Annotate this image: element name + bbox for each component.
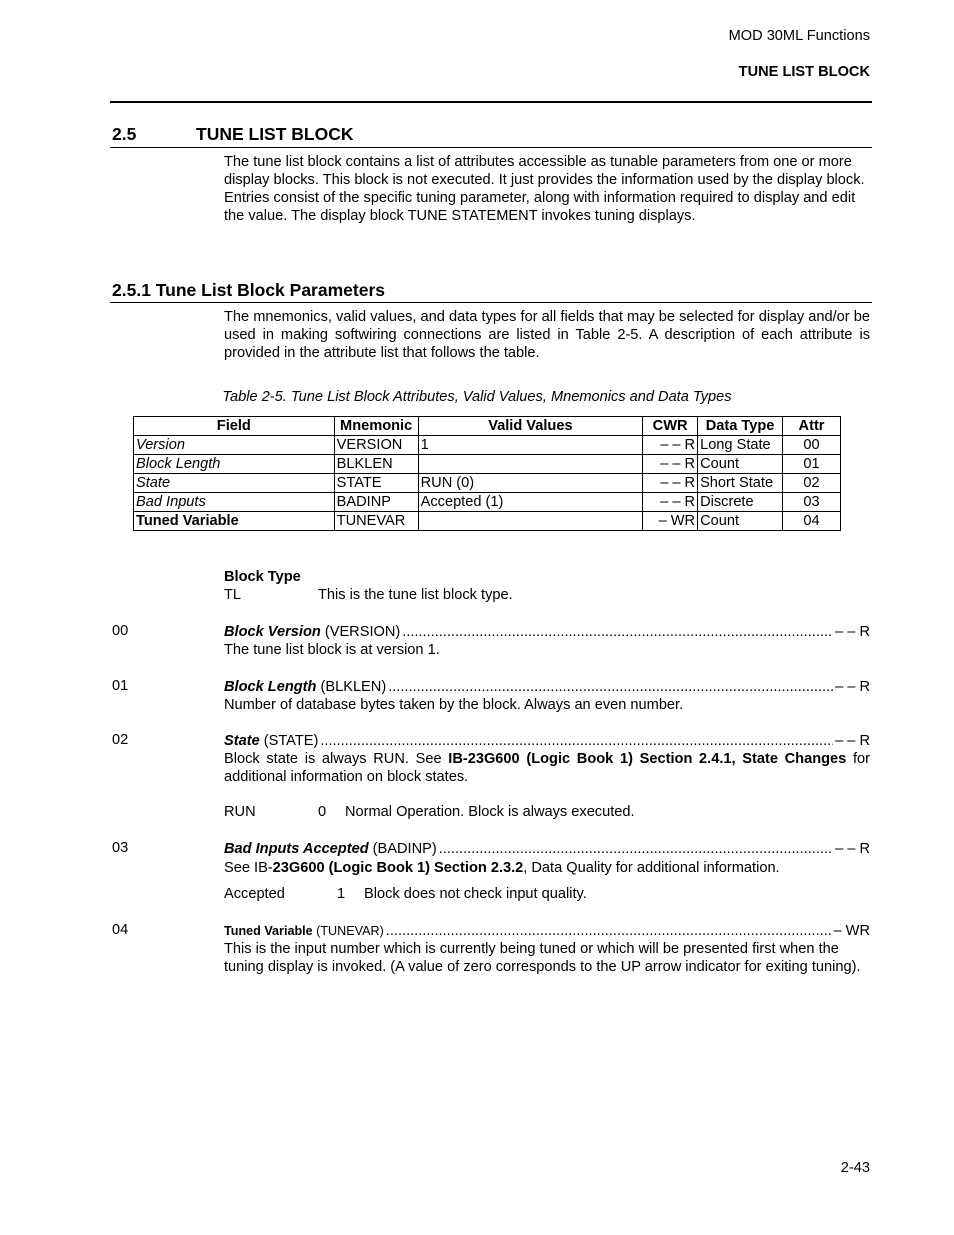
subsection-title: 2.5.1 Tune List Block Parameters	[112, 280, 385, 300]
cell-valid-values	[418, 455, 643, 474]
attribute-description: Number of database bytes taken by the block. Always an even number.	[224, 697, 684, 713]
column-header: Field	[134, 417, 335, 436]
table-header-row	[134, 417, 841, 436]
cell-cwr: – – R	[643, 493, 698, 512]
cell-field: Version	[134, 436, 335, 455]
cell-valid-values	[418, 512, 643, 531]
running-section-title: TUNE LIST BLOCK	[738, 64, 870, 80]
cell-field: Block Length	[134, 455, 335, 474]
cell-valid-values: RUN (0)	[418, 474, 643, 493]
cell-mnemonic: TUNEVAR	[334, 512, 418, 531]
reference-link-text: 23G600 (Logic Book 1) Section 2.3.2	[272, 860, 524, 876]
section-rule	[110, 147, 872, 148]
attribute-number: 00	[112, 623, 129, 639]
section-paragraph: The tune list block contains a list of attributes accessible as tunable parameters from one or more display blocks. This block is not executed. It just provides the information used by the display block. Entries consist of the specific tuning parameter, along with information required to display and edit the value. The display block TUNE STATEMENT invokes tuning displays.	[224, 154, 865, 224]
attribute-mnemonic: (BLKLEN)	[320, 679, 387, 695]
attribute-cwr: – – R	[835, 679, 870, 695]
dot-leader	[439, 840, 833, 858]
value-name: Accepted	[224, 886, 285, 902]
cell-cwr: – – R	[643, 474, 698, 493]
cell-mnemonic: VERSION	[334, 436, 418, 455]
section-number: 2.5	[112, 124, 137, 144]
attribute-entry-line	[224, 922, 870, 940]
table-row	[134, 436, 841, 455]
dot-leader	[388, 678, 833, 696]
cell-data-type: Discrete	[698, 493, 783, 512]
page-number: 2-43	[840, 1160, 870, 1176]
table-row	[134, 474, 841, 493]
attribute-name: Bad Inputs Accepted	[224, 841, 369, 857]
attribute-number: 03	[112, 840, 129, 856]
attribute-description: See IB-23G600 (Logic Book 1) Section 2.3.2, Data Quality for additional information.	[224, 860, 780, 876]
cell-attr: 02	[783, 474, 841, 493]
cell-valid-values: 1	[418, 436, 643, 455]
dot-leader	[320, 732, 833, 750]
cell-attr: 04	[783, 512, 841, 531]
attribute-cwr: – – R	[835, 841, 870, 857]
cell-mnemonic: BLKLEN	[334, 455, 418, 474]
cell-data-type: Count	[698, 512, 783, 531]
attribute-description: The tune list block is at version 1.	[224, 642, 440, 658]
value-number: 0	[318, 804, 327, 820]
attribute-name: Block Version	[224, 624, 321, 640]
attribute-description: This is the input number which is currently being tuned or which will be presented first when the tuning display is invoked. (A value of zero corresponds to the UP arrow indicator for exiting tuning).	[224, 941, 861, 975]
value-description: Block does not check input quality.	[364, 886, 587, 902]
block-type-code: TL	[224, 587, 242, 603]
cell-cwr: – – R	[643, 455, 698, 474]
cell-data-type: Count	[698, 455, 783, 474]
attribute-name: State	[224, 733, 260, 749]
value-number: 1	[337, 886, 346, 902]
attribute-name: Tuned Variable	[224, 924, 313, 938]
cell-cwr: – WR	[643, 512, 698, 531]
attribute-number: 01	[112, 678, 129, 694]
column-header: Attr	[783, 417, 841, 436]
block-type-description: This is the tune list block type.	[318, 587, 513, 603]
table-row	[134, 512, 841, 531]
attribute-table	[133, 416, 841, 531]
cell-cwr: – – R	[643, 436, 698, 455]
attribute-mnemonic: (VERSION)	[324, 624, 401, 640]
dot-leader	[386, 922, 832, 940]
attribute-number: 04	[112, 922, 129, 938]
value-name: RUN	[224, 804, 256, 820]
attribute-entry-line	[224, 623, 870, 641]
table-caption: Table 2-5. Tune List Block Attributes, Valid Values, Mnemonics and Data Types	[222, 389, 732, 405]
cell-field: Tuned Variable	[134, 512, 335, 531]
reference-link-text: IB-23G600 (Logic Book 1) Section 2.4.1, State Changes	[448, 751, 847, 767]
header-rule	[110, 101, 872, 103]
attribute-cwr: – – R	[835, 624, 870, 640]
dot-leader	[402, 623, 833, 641]
cell-attr: 01	[783, 455, 841, 474]
column-header: Mnemonic	[334, 417, 418, 436]
attribute-cwr: – – R	[835, 733, 870, 749]
column-header: Valid Values	[418, 417, 643, 436]
attribute-mnemonic: (TUNEVAR)	[316, 924, 384, 938]
attribute-entry-line	[224, 840, 870, 858]
attribute-entry-line	[224, 678, 870, 696]
value-description: Normal Operation. Block is always executed.	[345, 804, 635, 820]
column-header: CWR	[643, 417, 698, 436]
cell-field: Bad Inputs	[134, 493, 335, 512]
table-row	[134, 455, 841, 474]
section-title: TUNE LIST BLOCK	[196, 124, 354, 144]
cell-attr: 00	[783, 436, 841, 455]
attribute-mnemonic: (BADINP)	[372, 841, 437, 857]
document-title: MOD 30ML Functions	[728, 28, 870, 44]
attribute-cwr: – WR	[833, 923, 870, 939]
column-header: Data Type	[698, 417, 783, 436]
table-row	[134, 493, 841, 512]
block-type-heading: Block Type	[224, 569, 301, 585]
cell-mnemonic: STATE	[334, 474, 418, 493]
cell-data-type: Long State	[698, 436, 783, 455]
attribute-mnemonic: (STATE)	[263, 733, 319, 749]
attribute-number: 02	[112, 732, 129, 748]
attribute-description: Block state is always RUN. See IB-23G600 (Logic Book 1) Section 2.4.1, State Changes for additional information on block states.	[224, 751, 870, 785]
cell-data-type: Short State	[698, 474, 783, 493]
attribute-name: Block Length	[224, 679, 317, 695]
cell-field: State	[134, 474, 335, 493]
subsection-rule	[110, 302, 872, 303]
cell-attr: 03	[783, 493, 841, 512]
cell-valid-values: Accepted (1)	[418, 493, 643, 512]
subsection-paragraph: The mnemonics, valid values, and data types for all fields that may be selected for display and/or be used in making softwiring connections are listed in Table 2-5. A description of each attribute is provided in the attribute list that follows the table.	[224, 309, 870, 361]
cell-mnemonic: BADINP	[334, 493, 418, 512]
attribute-entry-line	[224, 732, 870, 750]
